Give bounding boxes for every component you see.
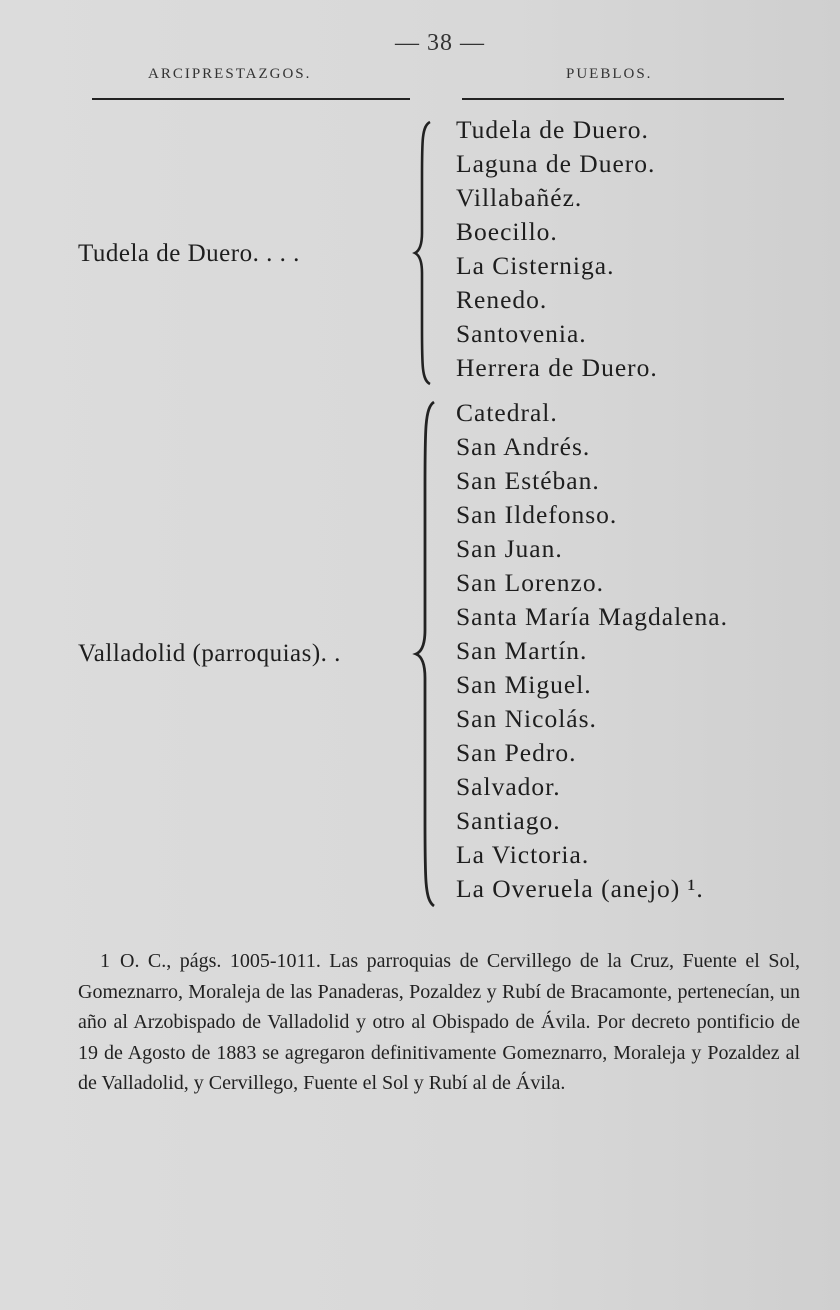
list-item: San Andrés. [456,432,591,461]
list-item: Santovenia. [456,319,587,348]
archpriestship-label: Tudela de Duero. . . . [78,240,300,267]
list-item: Villabañéz. [456,183,583,212]
list-item: La Victoria. [456,840,590,869]
curly-brace [412,398,442,910]
list-item: La Overuela (anejo) ¹. [456,874,704,903]
list-item: San Juan. [456,534,563,563]
list-item: Tudela de Duero. [456,115,649,144]
list-item: Laguna de Duero. [456,149,656,178]
footnote [78,946,800,1099]
list-item: San Miguel. [456,670,592,699]
archpriestship-label: Valladolid (parroquias). . [78,640,341,667]
list-item: Renedo. [456,285,548,314]
list-item: Salvador. [456,772,561,801]
list-item: Catedral. [456,398,558,427]
list-item: Boecillo. [456,217,558,246]
parish-list [456,396,728,906]
town-list [456,113,658,385]
list-item: San Martín. [456,636,588,665]
footnote-mark: 1 [100,950,110,972]
list-item: San Estéban. [456,466,600,495]
list-item: Santiago. [456,806,561,835]
footnote-text: O. C., págs. 1005-1011. Las parroquias de Cervillego de la Cruz, Fuente el Sol, Gomeznarro, Moraleja de las Panaderas, Pozaldez y Rubí de Bracamonte, pertenecían, un año al Arzobispado de Valladolid y otro al Obispado de Ávila. Por decreto pontificio de 19 de Agosto de 1883 se agregaron definitivamente Gomeznarro, Moraleja y Pozaldez al de Valladolid, y Cervillego, Fuente el Sol y Rubí al de Ávila. [78,950,800,1094]
list-item: San Nicolás. [456,704,597,733]
curly-brace [412,118,438,388]
list-item: La Cisterniga. [456,251,615,280]
header-archpriestships: ARCIPRESTAZGOS. [148,66,312,82]
list-item: Herrera de Duero. [456,353,658,382]
header-rule-left [92,98,410,100]
header-towns: PUEBLOS. [566,66,653,82]
list-item: San Pedro. [456,738,577,767]
list-item: Santa María Magdalena. [456,602,728,631]
page-number: — 38 — [395,30,485,56]
list-item: San Ildefonso. [456,500,618,529]
header-rule-right [462,98,784,100]
list-item: San Lorenzo. [456,568,604,597]
